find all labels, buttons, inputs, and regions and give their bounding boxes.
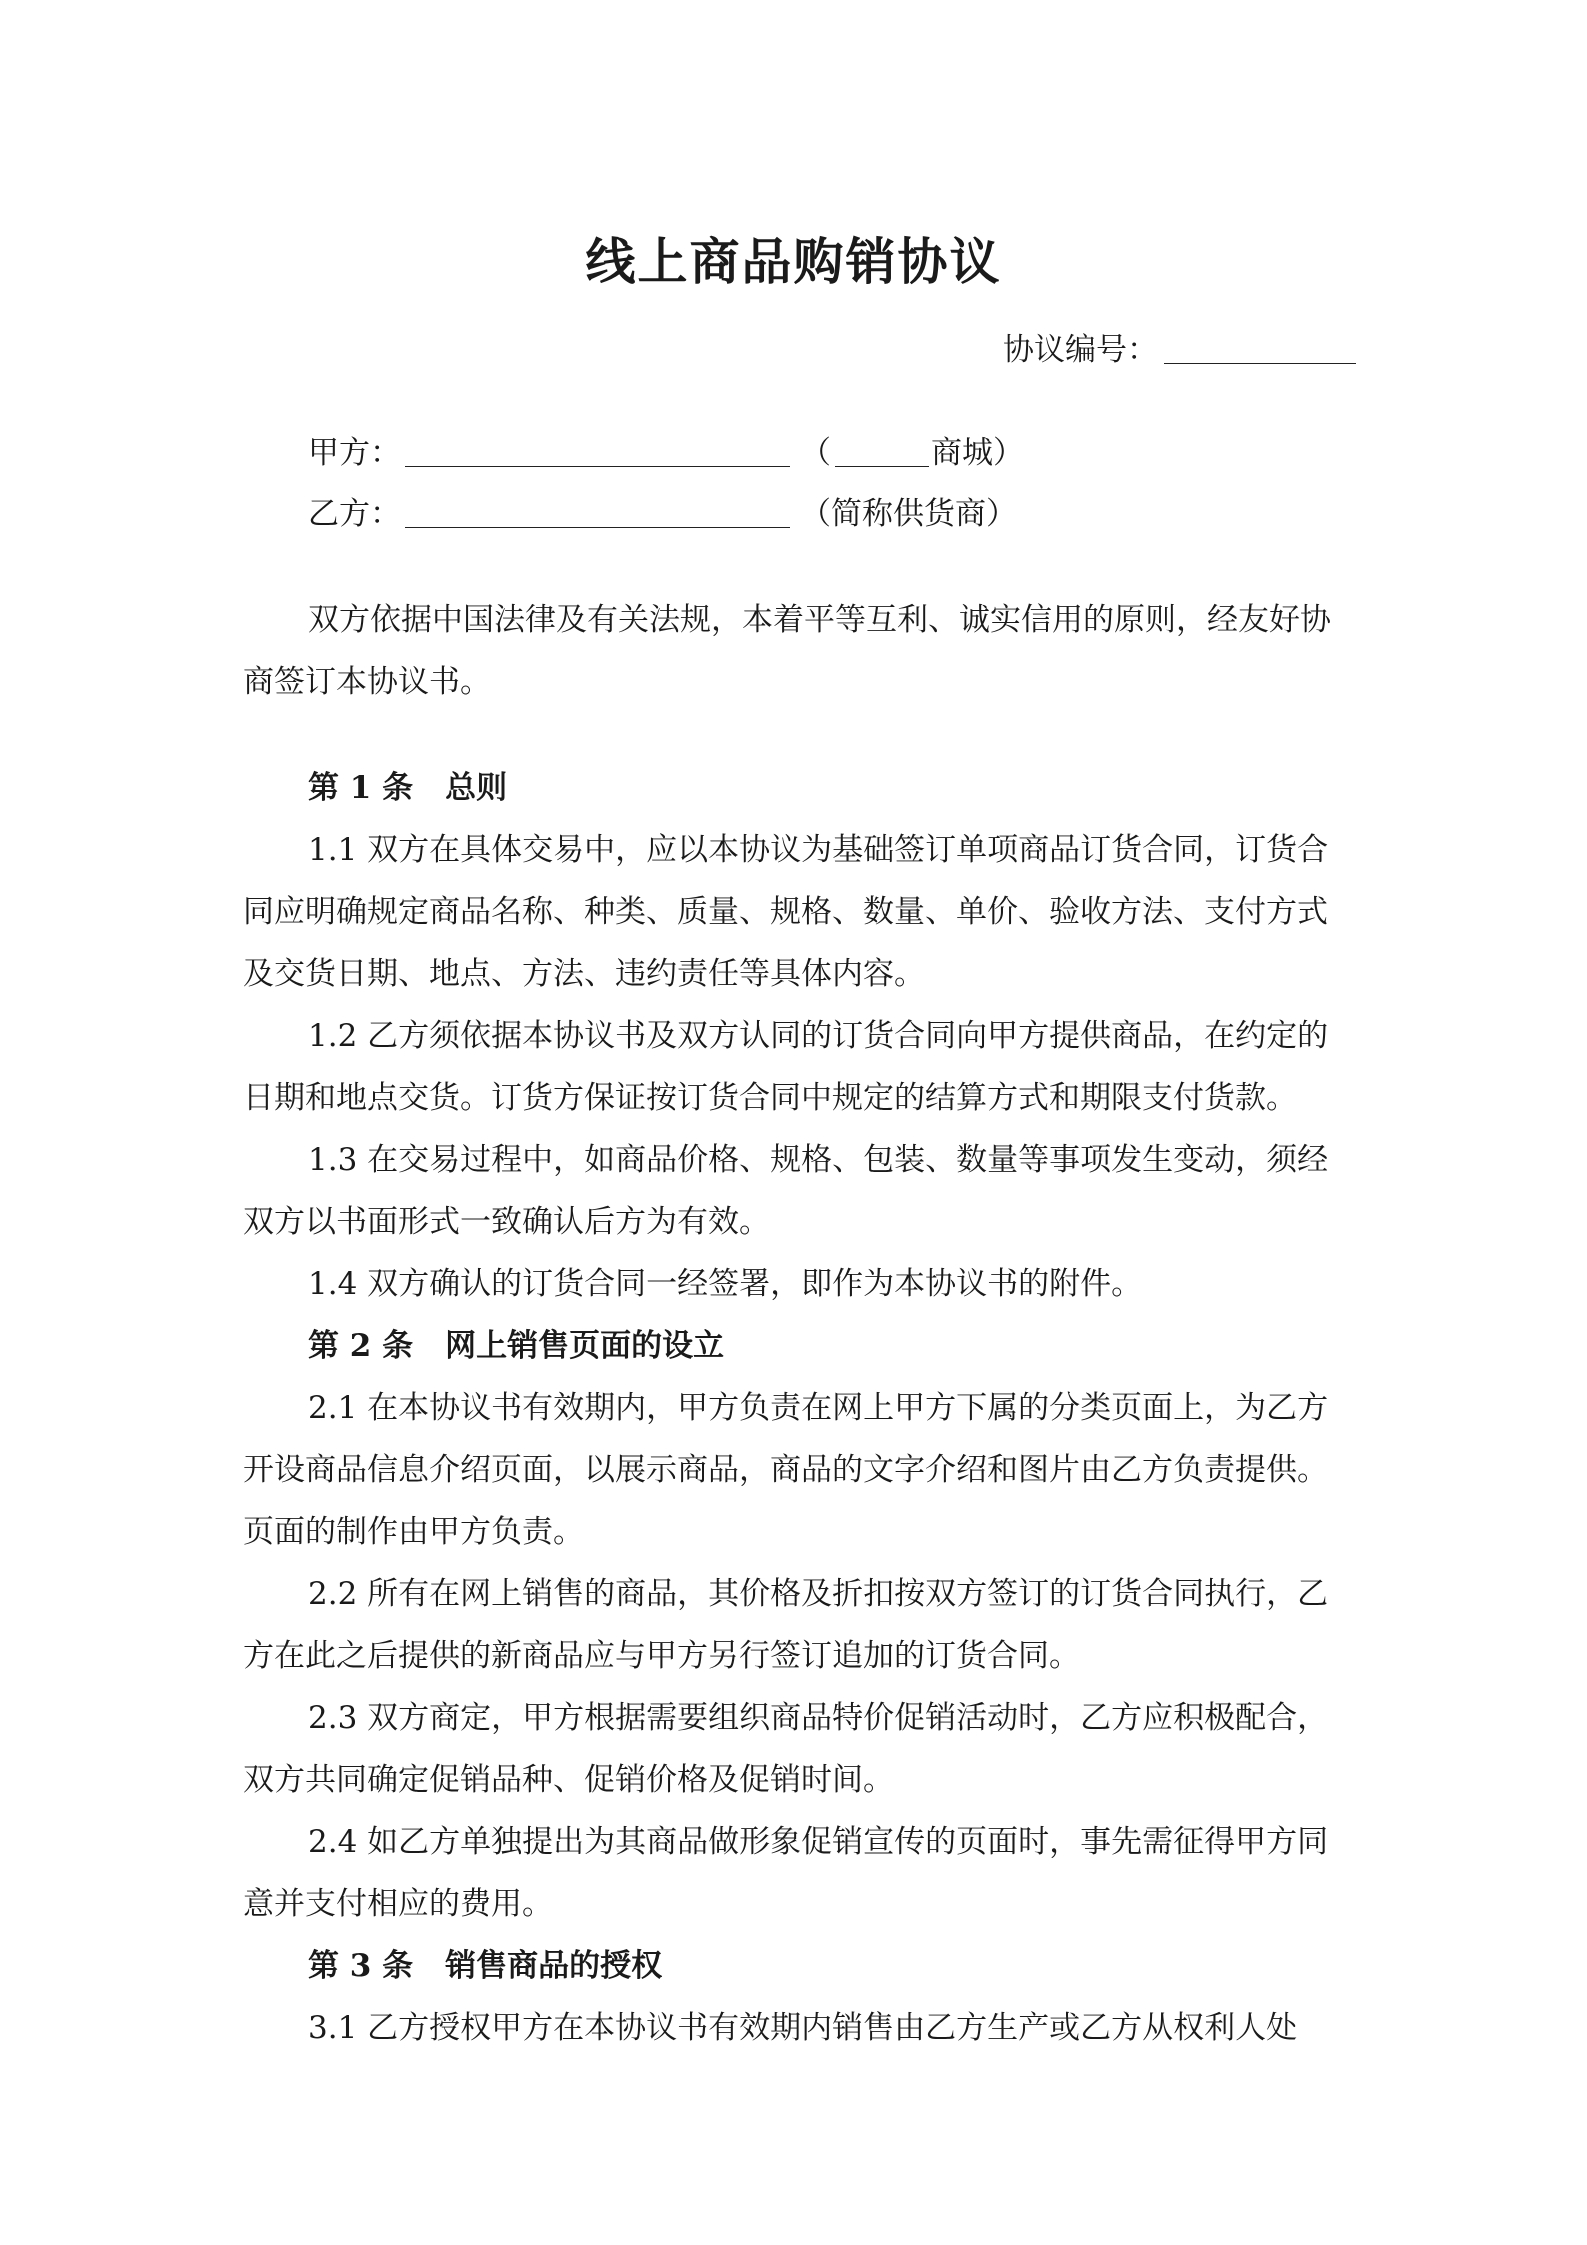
party-a [308,433,1024,473]
article-number: 第 2 条 [308,1328,414,1364]
clause-line: 1.1 双方在具体交易中，应以本协议为基础签订单项商品订货合同，订货合 [308,832,1329,868]
clause-line: 2.4 如乙方单独提出为其商品做形象促销宣传的页面时，事先需征得甲方同 [308,1824,1329,1860]
agreement-number-blank [1164,333,1356,364]
party-a-name-blank [405,436,790,467]
clause-line: 双方以书面形式一致确认后方为有效。 [243,1204,770,1240]
party-b-label: 乙方： [308,496,401,532]
party-b-suffix: （简称供货商） [800,496,1017,532]
clause-line: 1.4 双方确认的订货合同一经签署，即作为本协议书的附件。 [308,1266,1143,1302]
article-title: 网上销售页面的设立 [445,1328,725,1364]
agreement-number [1003,330,1356,370]
document-title: 线上商品购销协议 [585,232,1002,291]
party-a-suffix-open: （ [800,435,831,471]
party-a-suffix-close: 商城） [931,435,1024,471]
party-a-mall-blank [835,436,929,467]
party-b-name-blank [405,497,790,528]
article-number: 第 1 条 [308,770,414,806]
article-title: 销售商品的授权 [445,1948,663,1984]
intro-line: 商签订本协议书。 [243,664,491,700]
clause-line: 意并支付相应的费用。 [243,1886,553,1922]
article-title: 总则 [445,770,508,806]
intro-line: 双方依据中国法律及有关法规，本着平等互利、诚实信用的原则，经友好协 [308,602,1331,638]
clause-line: 1.2 乙方须依据本协议书及双方认同的订货合同向甲方提供商品，在约定的 [308,1018,1329,1054]
article-number: 第 3 条 [308,1948,414,1984]
article-3-heading [308,1946,662,1986]
article-1-heading [308,768,507,808]
clause-line: 2.1 在本协议书有效期内，甲方负责在网上甲方下属的分类页面上，为乙方 [308,1390,1329,1426]
clause-line: 页面的制作由甲方负责。 [243,1514,584,1550]
clause-line: 方在此之后提供的新商品应与甲方另行签订追加的订货合同。 [243,1638,1080,1674]
article-2-heading [308,1326,724,1366]
clause-line: 2.2 所有在网上销售的商品，其价格及折扣按双方签订的订货合同执行，乙 [308,1576,1329,1612]
clause-line: 及交货日期、地点、方法、违约责任等具体内容。 [243,956,925,992]
party-b [308,494,1017,534]
clause-line: 双方共同确定促销品种、促销价格及促销时间。 [243,1762,894,1798]
clause-line: 3.1 乙方授权甲方在本协议书有效期内销售由乙方生产或乙方从权利人处 [308,2010,1298,2046]
clause-line: 开设商品信息介绍页面，以展示商品，商品的文字介绍和图片由乙方负责提供。 [243,1452,1328,1488]
clause-line: 日期和地点交货。订货方保证按订货合同中规定的结算方式和期限支付货款。 [243,1080,1297,1116]
agreement-number-label: 协议编号： [1003,332,1158,368]
clause-line: 1.3 在交易过程中，如商品价格、规格、包装、数量等事项发生变动，须经 [308,1142,1329,1178]
clause-line: 2.3 双方商定，甲方根据需要组织商品特价促销活动时，乙方应积极配合， [308,1700,1329,1736]
clause-line: 同应明确规定商品名称、种类、质量、规格、数量、单价、验收方法、支付方式 [243,894,1328,930]
party-a-label: 甲方： [308,435,401,471]
